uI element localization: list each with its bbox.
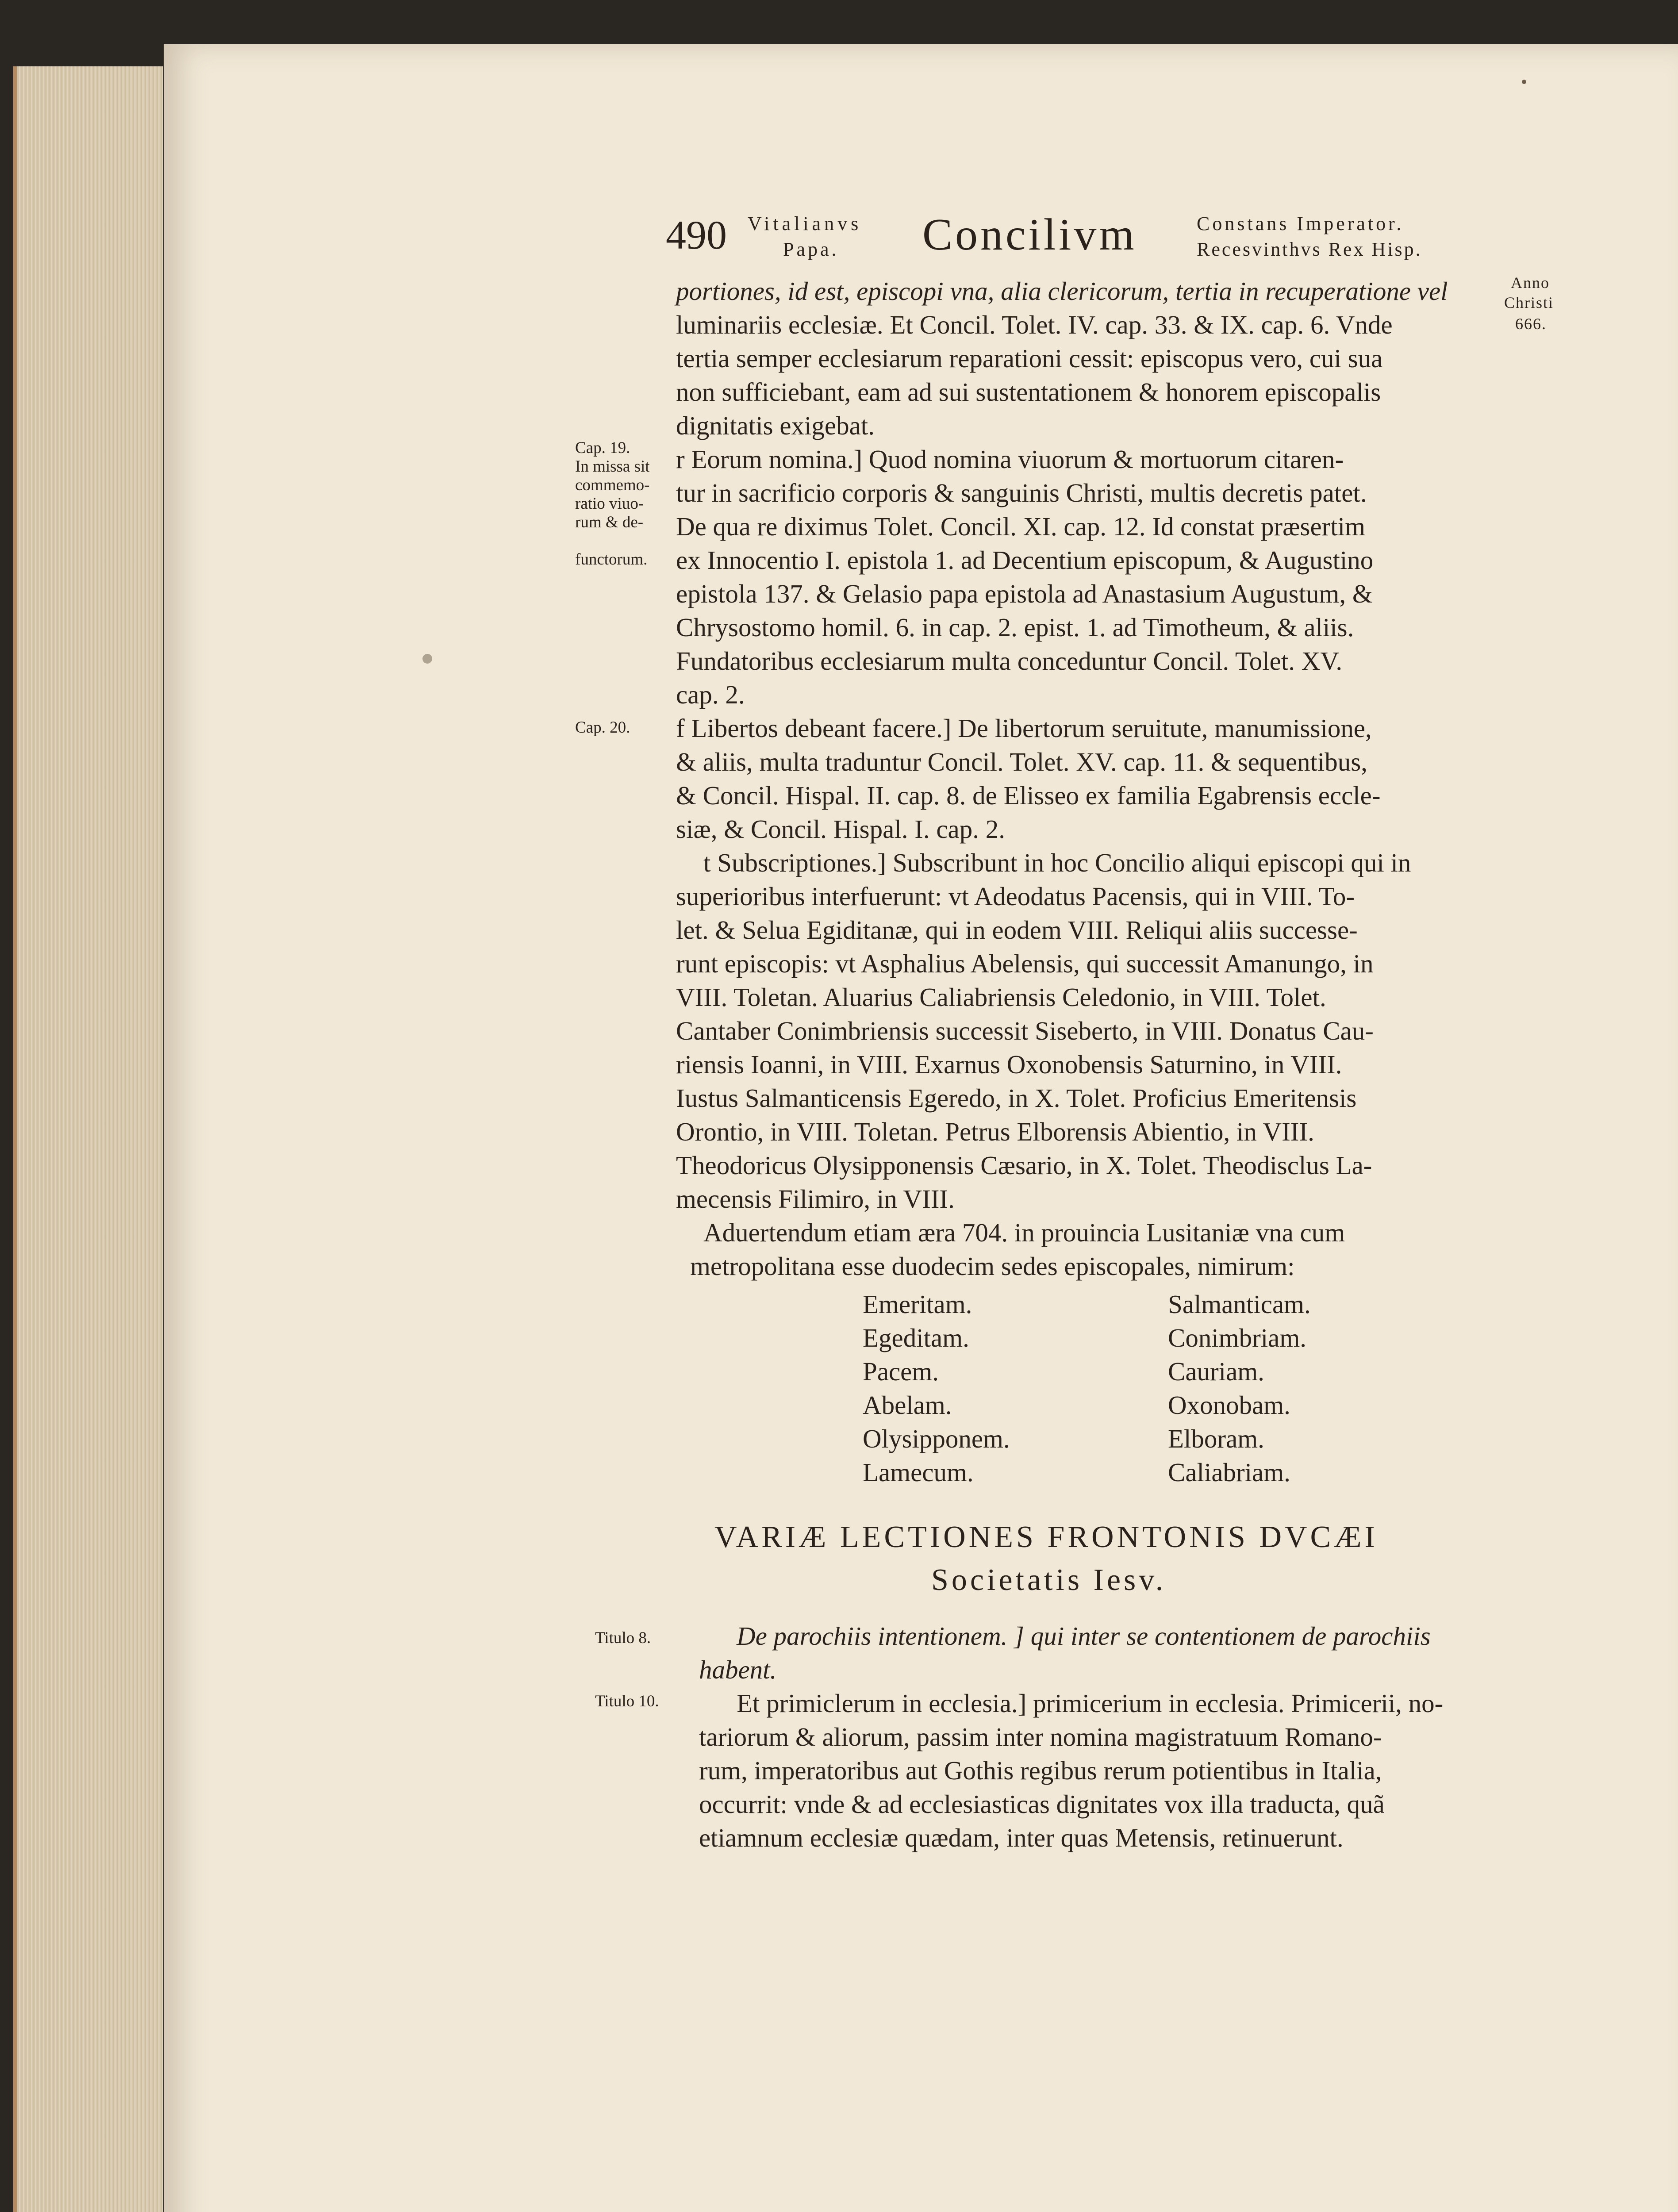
margin-note-titulo8: Titulo 8. [595, 1629, 651, 1647]
see-list-item: Abelam. [863, 1390, 952, 1420]
see-list-item: Conimbriam. [1168, 1323, 1307, 1352]
body-line: & Concil. Hispal. II. cap. 8. de Elisseo ex familia Egabrensis eccle- [676, 781, 1381, 810]
header-left-bottom: Papa. [783, 238, 839, 260]
variant-line: etiamnum ecclesiæ quædam, inter quas Metensis, retinuerunt. [699, 1823, 1344, 1852]
body-line: metropolitana esse duodecim sedes episcopales, nimirum: [690, 1252, 1295, 1281]
body-line: Iustus Salmanticensis Egeredo, in X. Tolet. Proficius Emeritensis [676, 1083, 1357, 1113]
section-subheading: Societatis Iesv. [931, 1563, 1167, 1597]
body-line: ex Innocentio I. epistola 1. ad Decentium episcopum, & Augustino [676, 545, 1374, 575]
margin-note-line: In missa sit [575, 457, 650, 476]
body-line: t Subscriptiones.] Subscribunt in hoc Concilio aliqui episcopi qui in [703, 848, 1411, 877]
header-right-top: Constans Imperator. [1197, 213, 1404, 234]
margin-note-cap19: Cap. 19. [575, 439, 630, 457]
body-line: runt episcopis: vt Asphalius Abelensis, qui successit Amanungo, in [676, 949, 1374, 978]
body-line: f Libertos debeant facere.] De libertorum seruitute, manumissione, [676, 714, 1372, 743]
body-line: tertia semper ecclesiarum reparationi cessit: episcopus vero, cui sua [676, 344, 1383, 373]
body-line: r Eorum nomina.] Quod nomina viuorum & mortuorum citaren- [676, 445, 1344, 474]
body-line: Chrysostomo homil. 6. in cap. 2. epist. 1. ad Timotheum, & aliis. [676, 613, 1354, 642]
page-number: 490 [666, 212, 727, 257]
see-list-item: Lamecum. [863, 1458, 974, 1487]
body-line: cap. 2. [676, 680, 745, 709]
see-list-item: Elboram. [1168, 1424, 1264, 1453]
see-list-item: Cauriam. [1168, 1357, 1264, 1386]
see-list-item: Caliabriam. [1168, 1458, 1290, 1487]
margin-christi: Christi [1504, 294, 1554, 311]
body-line: Orontio, in VIII. Toletan. Petrus Elborensis Abientio, in VIII. [676, 1117, 1314, 1146]
paper-speck [422, 654, 432, 664]
margin-anno: Anno [1511, 274, 1550, 292]
paper-speck [1522, 80, 1526, 84]
variant-line: tariorum & aliorum, passim inter nomina magistratuum Romano- [699, 1722, 1382, 1751]
body-line: riensis Ioanni, in VIII. Exarnus Oxonobensis Saturnino, in VIII. [676, 1050, 1342, 1079]
variant-line: rum, imperatoribus aut Gothis regibus rerum potientibus in Italia, [699, 1756, 1382, 1785]
margin-note-cap20: Cap. 20. [575, 718, 630, 737]
body-line: luminariis ecclesiæ. Et Concil. Tolet. IV. cap. 33. & IX. cap. 6. Vnde [676, 310, 1393, 339]
body-line: epistola 137. & Gelasio papa epistola ad Anastasium Augustum, & [676, 579, 1373, 608]
body-line: mecensis Filimiro, in VIII. [676, 1184, 955, 1214]
body-line: Fundatoribus ecclesiarum multa conceduntur Concil. Tolet. XV. [676, 646, 1343, 676]
page-title: Concilivm [922, 210, 1137, 260]
variant-line: Et primiclerum in ecclesia.] primicerium in ecclesia. Primicerii, no- [737, 1689, 1444, 1718]
margin-note-line: commemo- [575, 476, 650, 494]
margin-year: 666. [1515, 315, 1547, 333]
section-heading: VARIÆ LECTIONES FRONTONIS DVCÆI [714, 1520, 1378, 1554]
see-list-item: Emeritam. [863, 1290, 972, 1319]
body-line: tur in sacrificio corporis & sanguinis Christi, multis decretis patet. [676, 478, 1367, 507]
body-line: let. & Selua Egiditanæ, qui in eodem VIII. Reliqui aliis successe- [676, 915, 1358, 945]
header-left-top: Vitalianvs [748, 213, 862, 234]
body-line: Cantaber Conimbriensis successit Siseberto, in VIII. Donatus Cau- [676, 1016, 1374, 1045]
margin-note-line: functorum. [575, 550, 648, 568]
body-line: De qua re diximus Tolet. Concil. XI. cap. 12. Id constat præsertim [676, 512, 1365, 541]
body-line: Theodoricus Olysipponensis Cæsario, in X. Tolet. Theodisclus La- [676, 1151, 1372, 1180]
see-list-item: Oxonobam. [1168, 1390, 1290, 1420]
see-list-item: Salmanticam. [1168, 1290, 1311, 1319]
body-line: & aliis, multa traduntur Concil. Tolet. XV. cap. 11. & sequentibus, [676, 747, 1368, 776]
body-line: non sufficiebant, eam ad sui sustentationem & honorem episcopalis [676, 377, 1381, 407]
variant-line: occurrit: vnde & ad ecclesiasticas dignitates vox illa traducta, quã [699, 1790, 1385, 1819]
body-line: portiones, id est, episcopi vna, alia clericorum, tertia in recuperatione vel [676, 276, 1448, 306]
margin-note-titulo10: Titulo 10. [595, 1692, 659, 1710]
body-line: VIII. Toletan. Aluarius Caliabriensis Celedonio, in VIII. Tolet. [676, 983, 1326, 1012]
see-list-item: Pacem. [863, 1357, 939, 1386]
body-line: Aduertendum etiam æra 704. in prouincia Lusitaniæ vna cum [703, 1218, 1345, 1247]
header-right-bottom: Recesvinthvs Rex Hisp. [1197, 238, 1422, 260]
body-line: superioribus interfuerunt: vt Adeodatus Pacensis, qui in VIII. To- [676, 882, 1355, 911]
body-line: dignitatis exigebat. [676, 411, 875, 440]
variant-line: De parochiis intentionem. ] qui inter se contentionem de parochiis [737, 1621, 1431, 1651]
margin-note-line: rum & de- [575, 513, 644, 531]
see-list-item: Egeditam. [863, 1323, 969, 1352]
see-list-item: Olysipponem. [863, 1424, 1010, 1453]
margin-note-line: ratio viuo- [575, 495, 644, 513]
variant-line: habent. [699, 1655, 777, 1684]
body-line: siæ, & Concil. Hispal. I. cap. 2. [676, 814, 1005, 844]
